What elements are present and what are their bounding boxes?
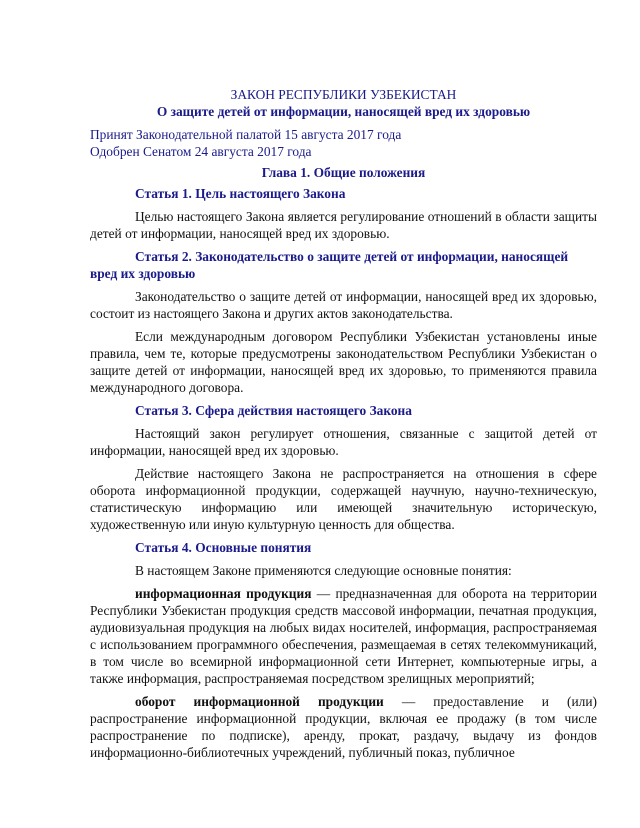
article-2-paragraph: Законодательство о защите детей от информации, наносящей вред их здоровью, состоит из настоящего Закона и других актов законодательства. (90, 289, 597, 321)
law-subtitle: О защите детей от информации, наносящей вред их здоровью (156, 104, 531, 119)
article-3-paragraph: Действие настоящего Закона не распространяется на отношения в сфере оборота информационной продукции, содержащей научную, научно-техническую, статистическую информацию или имеющей значительную историческую, художественную или иную культурную ценность для общества. (90, 466, 597, 532)
document-page (90, 86, 597, 767)
approved-date: Одобрен Сенатом 24 августа 2017 года (90, 144, 312, 159)
definition-term: оборот информационной продукции (135, 694, 384, 709)
article-3-paragraph: Настоящий закон регулирует отношения, связанные с защитой детей от информации, наносящей вред их здоровью. (90, 426, 597, 458)
definition-text: — предоставление и (или) распространение информационной продукции, включая ее продажу (в том числе распространение по подписке), аренду, прокат, раздачу, выдачу из фондов информационно-библиотечных учреждений, публичный показ, публичное (90, 694, 597, 760)
article-1-paragraph: Целью настоящего Закона является регулирование отношений в области защиты детей от информации, наносящей вред их здоровью. (90, 209, 597, 241)
article-2-paragraph: Если международным договором Республики Узбекистан установлены иные правила, чем те, которые предусмотрены законодательством Республики Узбекистан о защите детей от информации, наносящей вред их здоровью, то применяются правила международного договора. (90, 329, 597, 395)
article-3-heading: Статья 3. Сфера действия настоящего Закона (135, 403, 412, 418)
definition-text: — предназначенная для оборота на территории Республики Узбекистан продукция средств массовой информации, печатная продукция, аудиовизуальная продукция на любых видах носителей, информация, распространяемая с использованием программного обеспечения, размещаемая в сетях телекоммуникаций, в том числе во всемирной информационной сети Интернет, компьютерные игры, а также информация, распространяемая посредством зрелищных мероприятий; (90, 586, 597, 686)
chapter-heading: Глава 1. Общие положения (261, 165, 426, 180)
definition-item (90, 585, 597, 687)
law-title: ЗАКОН РЕСПУБЛИКИ УЗБЕКИСТАН (230, 87, 457, 102)
article-1-heading: Статья 1. Цель настоящего Закона (135, 186, 346, 201)
article-2-heading: Статья 2. Законодательство о защите детей от информации, наносящей вред их здоровью (90, 249, 569, 281)
adopted-date: Принят Законодательной палатой 15 августа 2017 года (90, 127, 402, 142)
article-4-heading: Статья 4. Основные понятия (135, 540, 312, 555)
definition-item (90, 693, 597, 761)
article-4-paragraph: В настоящем Законе применяются следующие основные понятия: (135, 563, 512, 578)
definition-term: информационная продукция (135, 586, 312, 601)
